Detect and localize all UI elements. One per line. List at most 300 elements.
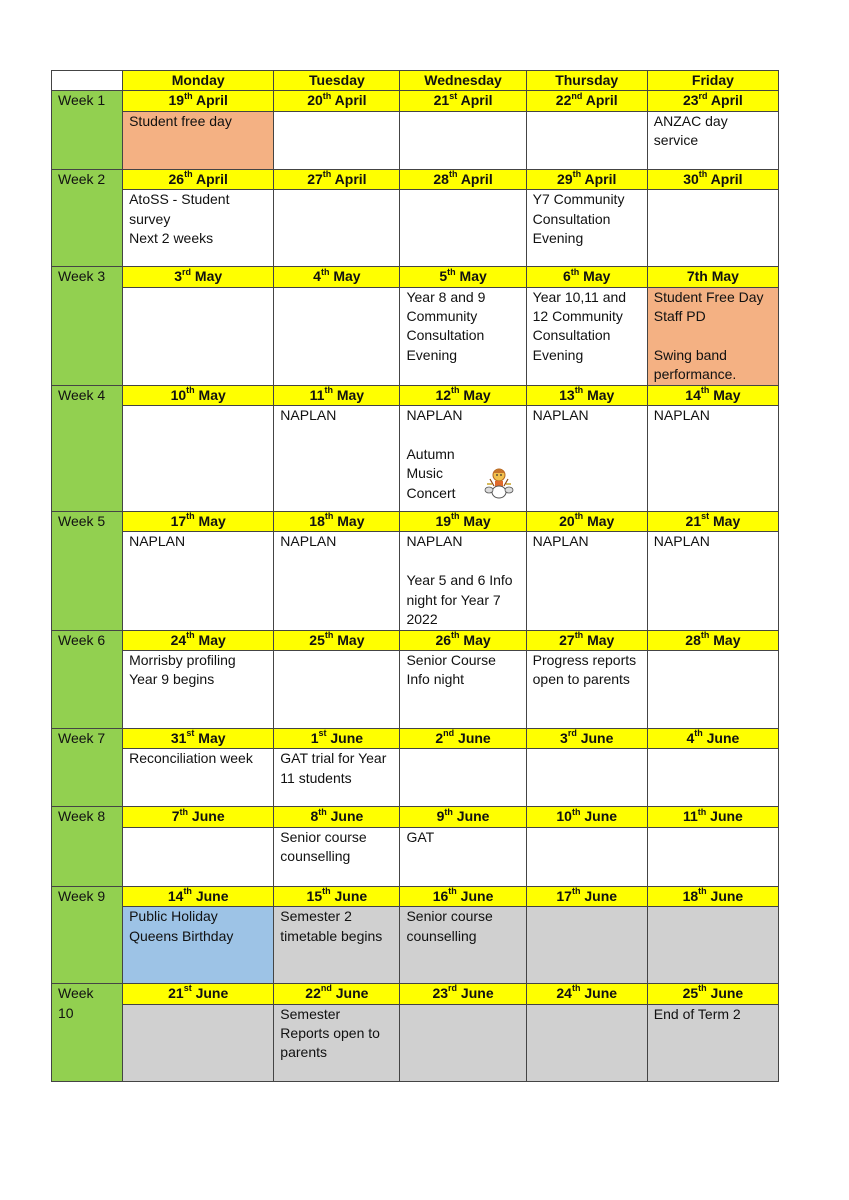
date-row (52, 886, 779, 906)
date-suffix: th (700, 385, 710, 395)
event-row (52, 190, 779, 267)
date-cell-thursday (526, 91, 647, 111)
event-text: GAT trial for Year 11 students (280, 750, 387, 786)
event-text: Reconciliation week (129, 750, 253, 767)
date-month: June (580, 808, 618, 825)
date-month: June (580, 985, 618, 1002)
date-suffix: th (698, 886, 707, 897)
event-text: Semester 2 timetable begins (280, 908, 383, 944)
date-suffix: th (322, 169, 332, 180)
event-cell-friday (647, 406, 778, 512)
date-cell-monday (123, 91, 274, 111)
date-cell-thursday (526, 169, 647, 189)
day-header-monday: Monday (123, 71, 274, 91)
date-cell-wednesday (400, 630, 526, 650)
week-label: Week 6 (52, 630, 123, 728)
event-text: NAPLAN Year 5 and 6 Info night for Year 7 2022 (406, 533, 513, 628)
date-day: 26 (435, 631, 452, 648)
date-suffix: st (318, 728, 327, 739)
date-suffix: th (447, 266, 456, 277)
event-cell-wednesday (400, 907, 526, 984)
date-day: 29 (557, 170, 573, 187)
event-row (52, 749, 779, 807)
date-month: April (707, 170, 743, 187)
event-cell-friday (647, 749, 778, 807)
event-text: NAPLAN (280, 533, 337, 550)
date-month: April (331, 170, 367, 187)
event-text: Year 10,11 and 12 Community Consultation Evening (532, 288, 627, 363)
date-suffix: th (184, 169, 193, 180)
event-cell-tuesday (274, 190, 400, 267)
date-cell-thursday (526, 385, 647, 405)
week-label: Week 1 (52, 91, 123, 169)
event-row (52, 287, 779, 385)
event-text: NAPLAN (532, 533, 589, 550)
event-cell-tuesday (274, 532, 400, 630)
event-cell-monday (123, 749, 274, 807)
day-header-wednesday: Wednesday (400, 71, 526, 91)
event-text: Student Free Day Staff PD Swing band performance. (653, 288, 764, 383)
date-day: 18 (309, 513, 325, 530)
date-suffix: th (183, 886, 192, 897)
date-suffix: nd (571, 90, 583, 101)
event-cell-thursday (526, 287, 647, 385)
date-cell-wednesday (400, 807, 526, 827)
date-cell-thursday (526, 728, 647, 748)
event-cell-wednesday (400, 190, 526, 267)
event-row (52, 532, 779, 630)
event-cell-monday (123, 287, 274, 385)
date-suffix: th (186, 385, 195, 395)
date-day: 19 (435, 513, 452, 530)
date-cell-friday (647, 512, 778, 532)
event-text: GAT (406, 828, 435, 845)
date-day: 24 (170, 631, 187, 648)
event-text: Senior course counselling (280, 828, 367, 865)
date-month: May (194, 631, 226, 648)
event-text: Senior course counselling (406, 908, 493, 944)
event-cell-wednesday (400, 111, 526, 169)
date-suffix: th (322, 886, 331, 897)
date-day: 18 (682, 887, 699, 904)
week-label: Week 9 (52, 886, 123, 983)
date-day: 6 (563, 268, 571, 285)
date-suffix: th (451, 385, 460, 395)
date-month: May (583, 631, 615, 648)
event-cell-monday (123, 1004, 274, 1081)
date-month: June (191, 887, 229, 904)
event-cell-thursday (526, 190, 647, 267)
event-cell-tuesday (274, 287, 400, 385)
date-day: 12 (435, 386, 452, 403)
date-day: 21 (433, 92, 450, 109)
event-text: Y7 Community Consultation Evening (532, 191, 625, 247)
date-cell-wednesday (400, 91, 526, 111)
event-cell-friday (647, 111, 778, 169)
date-day: 21 (685, 513, 702, 530)
event-cell-wednesday (400, 749, 526, 807)
date-suffix: th (700, 630, 710, 640)
date-cell-tuesday (274, 886, 400, 906)
event-cell-thursday (526, 827, 647, 886)
date-suffix: th (320, 266, 330, 277)
date-suffix: th (324, 385, 333, 395)
date-row (52, 807, 779, 827)
date-cell-friday (647, 267, 778, 287)
event-text: Progress reports open to parents (532, 651, 637, 688)
date-suffix: th (574, 511, 584, 522)
date-month: June (191, 985, 229, 1002)
date-month: June (456, 887, 494, 904)
date-row (52, 169, 779, 189)
week-label: Week 4 (52, 385, 123, 511)
date-cell-wednesday (400, 984, 526, 1004)
date-month: June (576, 729, 614, 746)
date-suffix: th (694, 728, 703, 739)
week-label: Week 2 (52, 169, 123, 266)
date-cell-friday (647, 169, 778, 189)
week-label: Week 7 (52, 728, 123, 806)
event-cell-thursday (526, 907, 647, 984)
date-cell-tuesday (274, 630, 400, 650)
date-cell-thursday (526, 984, 647, 1004)
date-row (52, 385, 779, 405)
date-day: 25 (309, 631, 325, 648)
date-month: May (579, 268, 611, 285)
date-month: May (459, 631, 491, 648)
date-month: May (459, 513, 491, 530)
event-cell-monday (123, 907, 274, 984)
event-text: AtoSS - Student survey Next 2 weeks (129, 191, 230, 247)
date-suffix: th (324, 630, 334, 640)
date-month: June (326, 808, 364, 825)
date-cell-friday (647, 728, 778, 748)
date-month: May (333, 513, 365, 530)
date-cell-thursday (526, 807, 647, 827)
date-cell-friday (647, 807, 778, 827)
date-suffix: th (571, 806, 581, 817)
date-cell-friday (647, 984, 778, 1004)
date-suffix: th (444, 806, 453, 817)
date-day: 22 (305, 985, 321, 1002)
week-label: Week 5 (52, 512, 123, 630)
date-month: April (192, 92, 228, 109)
date-day: 3 (560, 729, 568, 746)
date-cell-tuesday (274, 984, 400, 1004)
date-suffix: th (186, 511, 195, 522)
day-header-thursday: Thursday (526, 71, 647, 91)
event-text: Semester Reports open to parents (280, 1005, 380, 1061)
date-day: 15 (306, 887, 323, 904)
date-row (52, 267, 779, 287)
date-cell-thursday (526, 630, 647, 650)
date-day: 5 (439, 268, 448, 285)
date-cell-tuesday (274, 169, 400, 189)
date-suffix: st (183, 983, 192, 994)
date-cell-tuesday (274, 267, 400, 287)
date-day: 8 (310, 808, 319, 825)
date-suffix: st (186, 728, 195, 739)
event-row (52, 827, 779, 886)
event-cell-monday (123, 650, 274, 728)
date-day: 23 (682, 92, 699, 109)
date-day: 21 (168, 985, 184, 1002)
date-cell-tuesday (274, 728, 400, 748)
event-text: NAPLAN (532, 407, 589, 424)
week-label: Week 3 (52, 267, 123, 385)
date-day: 26 (168, 170, 185, 187)
event-cell-tuesday (274, 907, 400, 984)
date-cell-wednesday (400, 385, 526, 405)
date-day: 20 (307, 92, 323, 109)
date-day: 30 (683, 170, 699, 187)
event-cell-monday (123, 532, 274, 630)
event-cell-tuesday (274, 650, 400, 728)
date-suffix: th (184, 90, 193, 101)
date-cell-monday (123, 728, 274, 748)
date-day: 28 (685, 631, 701, 648)
date-month: June (580, 887, 618, 904)
date-day: 20 (559, 513, 575, 530)
date-suffix: th (448, 169, 458, 180)
date-month: June (452, 808, 490, 825)
week-label: Week 8 (52, 807, 123, 886)
week-label: Week 10 (52, 984, 123, 1081)
event-cell-thursday (526, 749, 647, 807)
date-day: 4 (686, 729, 695, 746)
date-suffix: th (698, 983, 707, 994)
date-cell-monday (123, 169, 274, 189)
event-cell-monday (123, 111, 274, 169)
date-day: 1 (310, 729, 319, 746)
event-cell-wednesday (400, 287, 526, 385)
date-month: June (326, 729, 364, 746)
date-suffix: st (701, 511, 710, 522)
date-suffix: th (179, 806, 189, 817)
date-suffix: th (186, 630, 195, 640)
event-cell-wednesday (400, 1004, 526, 1081)
date-day: 2 (435, 729, 444, 746)
date-month: May (194, 386, 226, 403)
date-day: 10 (556, 808, 572, 825)
event-cell-wednesday (400, 827, 526, 886)
event-text: NAPLAN Autumn Music Concert (406, 407, 463, 501)
date-day: 22 (555, 92, 572, 109)
date-month: May (709, 386, 741, 403)
date-suffix: th (322, 90, 332, 101)
date-suffix: th (571, 983, 581, 994)
event-row (52, 907, 779, 984)
date-month: April (707, 92, 743, 109)
date-month: April (581, 170, 617, 187)
date-month: June (188, 808, 225, 825)
date-day: 25 (682, 985, 699, 1002)
date-month: May (709, 513, 741, 530)
date-cell-monday (123, 385, 274, 405)
date-cell-wednesday (400, 169, 526, 189)
date-cell-wednesday (400, 267, 526, 287)
event-text: NAPLAN (653, 407, 710, 424)
date-month: June (454, 729, 491, 746)
date-month: May (329, 268, 361, 285)
date-suffix: rd (182, 266, 192, 277)
date-day: 28 (433, 170, 449, 187)
date-row (52, 630, 779, 650)
event-row (52, 650, 779, 728)
event-cell-wednesday (400, 532, 526, 630)
date-cell-monday (123, 886, 274, 906)
date-day: 10 (170, 386, 187, 403)
date-cell-wednesday (400, 512, 526, 532)
event-cell-friday (647, 532, 778, 630)
day-header-friday: Friday (647, 71, 778, 91)
event-cell-friday (647, 287, 778, 385)
date-month: June (330, 887, 368, 904)
date-month: April (457, 92, 493, 109)
date-month: May (332, 386, 365, 403)
event-cell-tuesday (274, 827, 400, 886)
date-suffix: th (448, 886, 457, 897)
date-cell-tuesday (274, 91, 400, 111)
date-month: April (331, 92, 367, 109)
date-cell-friday (647, 630, 778, 650)
date-suffix: th (571, 886, 581, 897)
date-cell-thursday (526, 886, 647, 906)
event-cell-wednesday (400, 650, 526, 728)
date-cell-friday (647, 91, 778, 111)
date-cell-tuesday (274, 385, 400, 405)
event-cell-monday (123, 827, 274, 886)
event-row (52, 1004, 779, 1081)
date-suffix: th (574, 630, 584, 640)
date-suffix: th (451, 511, 460, 522)
date-cell-tuesday (274, 807, 400, 827)
date-suffix: th (572, 169, 582, 180)
event-cell-thursday (526, 406, 647, 512)
date-cell-monday (123, 512, 274, 532)
event-cell-friday (647, 907, 778, 984)
event-cell-tuesday (274, 1004, 400, 1081)
date-month: June (331, 985, 369, 1002)
date-suffix: th (570, 266, 580, 277)
date-cell-monday (123, 267, 274, 287)
event-text: NAPLAN (280, 407, 337, 424)
date-cell-monday (123, 984, 274, 1004)
date-day: 17 (556, 887, 572, 904)
date-day: 19 (168, 92, 185, 109)
date-cell-friday (647, 385, 778, 405)
date-month: June (457, 985, 494, 1002)
date-suffix: nd (320, 983, 332, 994)
event-cell-thursday (526, 111, 647, 169)
date-month: May (709, 631, 741, 648)
day-header-tuesday: Tuesday (274, 71, 400, 91)
date-day: 4 (313, 268, 321, 285)
event-cell-monday (123, 406, 274, 512)
corner-cell (52, 71, 123, 91)
event-text: End of Term 2 (653, 1005, 741, 1022)
date-day: 11 (309, 386, 325, 403)
event-text: Morrisby profiling Year 9 begins (129, 651, 236, 688)
date-month: June (706, 887, 744, 904)
date-cell-monday (123, 807, 274, 827)
date-row (52, 91, 779, 111)
date-month: May (191, 268, 223, 285)
date-suffix: th (697, 806, 707, 817)
date-suffix: nd (443, 728, 455, 739)
date-month: May (333, 631, 365, 648)
date-suffix: th (451, 630, 460, 640)
date-cell-wednesday (400, 886, 526, 906)
date-day: 27 (559, 631, 575, 648)
event-cell-tuesday (274, 749, 400, 807)
event-text: NAPLAN (129, 533, 186, 550)
date-day: 13 (559, 386, 575, 403)
event-cell-friday (647, 1004, 778, 1081)
date-cell-wednesday (400, 728, 526, 748)
date-suffix: th (574, 385, 584, 395)
event-cell-tuesday (274, 111, 400, 169)
event-cell-friday (647, 827, 778, 886)
date-cell-thursday (526, 512, 647, 532)
date-day: 11 (682, 808, 698, 825)
event-cell-thursday (526, 532, 647, 630)
date-day: 24 (556, 985, 572, 1002)
term-calendar (51, 70, 779, 1082)
date-month: May (455, 268, 487, 285)
date-row (52, 512, 779, 532)
date-day: 17 (170, 513, 187, 530)
event-cell-friday (647, 190, 778, 267)
date-day: 9 (436, 808, 445, 825)
date-month: June (702, 729, 740, 746)
event-cell-thursday (526, 650, 647, 728)
date-month: May (583, 513, 615, 530)
date-cell-thursday (526, 267, 647, 287)
date-month: April (457, 170, 493, 187)
date-cell-monday (123, 630, 274, 650)
date-day: 23 (432, 985, 449, 1002)
event-text: ANZAC day service (653, 112, 728, 149)
date-month: June (706, 808, 743, 825)
event-cell-monday (123, 190, 274, 267)
event-cell-thursday (526, 1004, 647, 1081)
date-month: April (582, 92, 618, 109)
event-cell-wednesday (400, 406, 526, 512)
date-day: 14 (167, 887, 184, 904)
date-cell-friday (647, 886, 778, 906)
date-cell-tuesday (274, 512, 400, 532)
event-row (52, 406, 779, 512)
date-month: May (194, 729, 226, 746)
event-cell-tuesday (274, 406, 400, 512)
event-row (52, 111, 779, 169)
date-month: May (459, 386, 491, 403)
event-cell-friday (647, 650, 778, 728)
date-row (52, 984, 779, 1004)
date-day: 31 (170, 729, 187, 746)
date-suffix: th (324, 511, 334, 522)
event-text: Year 8 and 9 Community Consultation Evening (406, 288, 486, 363)
drummer-icon (484, 466, 514, 500)
date-day: 7 (171, 808, 180, 825)
date-suffix: rd (698, 90, 708, 101)
header-row (52, 71, 779, 91)
date-month: April (192, 170, 228, 187)
date-suffix: th (318, 806, 327, 817)
event-text: Student free day (129, 112, 232, 129)
date-day: 3 (174, 268, 183, 285)
